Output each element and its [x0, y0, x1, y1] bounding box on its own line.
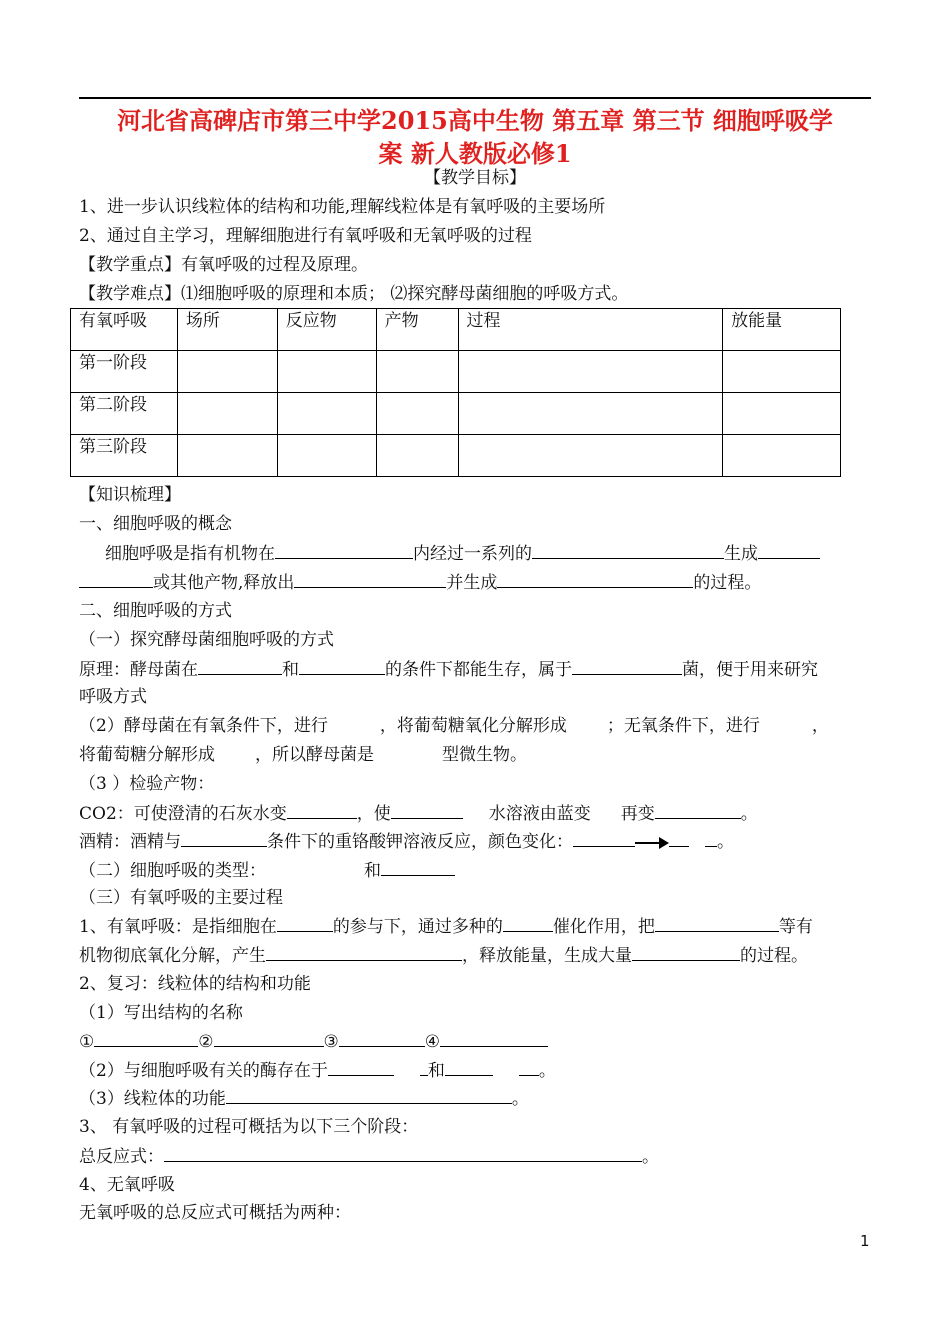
blank-fill[interactable]: [275, 541, 413, 559]
blank-cell[interactable]: [277, 435, 376, 477]
yeast-line-1: （2）酵母菌在有氧条件下，进行 ，将葡萄糖氧化分解形成 ；无氧条件下，进行 ，: [79, 716, 829, 736]
blank-cell[interactable]: [177, 351, 277, 393]
blank-fill[interactable]: [503, 914, 553, 932]
co2-line: CO2：可使澄清的石灰水变 ，使 水溶液由蓝变 再变 。: [79, 801, 758, 826]
review-3: （3）线粒体的功能 。: [79, 1086, 529, 1111]
blank-fill[interactable]: [299, 657, 385, 675]
blank-fill[interactable]: [705, 829, 717, 847]
blank-fill[interactable]: [181, 829, 267, 847]
blank-cell[interactable]: [376, 435, 458, 477]
blank-fill[interactable]: [655, 914, 779, 932]
blank-fill[interactable]: [572, 657, 682, 675]
table-header: 反应物: [277, 309, 376, 351]
aerobic-stage-table: [70, 308, 841, 477]
blank-fill[interactable]: [328, 1058, 394, 1076]
blank-fill[interactable]: [391, 801, 463, 819]
table-header: 过程: [458, 309, 723, 351]
row-label: 第一阶段: [71, 351, 178, 393]
table-header: 放能量: [723, 309, 841, 351]
blank-fill[interactable]: [758, 541, 820, 559]
table-row: [71, 393, 841, 435]
blank-fill[interactable]: [164, 1144, 642, 1162]
aerobic-def-line-1: 1、有氧呼吸：是指细胞在 的参与下，通过多种的 催化作用，把 等有: [79, 914, 813, 939]
key-point: 【教学重点】有氧呼吸的过程及原理。: [79, 255, 368, 275]
blank-fill[interactable]: [420, 1058, 428, 1076]
structure-names-line: ① ② ③ ④: [79, 1029, 548, 1054]
table-header: 场所: [177, 309, 277, 351]
goal-2: 2、通过自主学习，理解细胞进行有氧呼吸和无氧呼吸的过程: [79, 226, 532, 246]
principle-line: 原理：酵母菌在 和 的条件下都能生存，属于 菌，便于用来研究: [79, 657, 818, 682]
row-label: 第二阶段: [71, 393, 178, 435]
blank-fill[interactable]: [532, 541, 724, 559]
concept-line-2: 或其他产物,释放出 并生成 的过程。: [79, 570, 761, 595]
blank-cell[interactable]: [376, 351, 458, 393]
blank-fill[interactable]: [287, 801, 357, 819]
blank-cell[interactable]: [723, 351, 841, 393]
knowledge-heading: 【知识梳理】: [79, 485, 181, 505]
section-1-title: 一、细胞呼吸的概念: [79, 514, 232, 534]
goal-1: 1、进一步认识线粒体的结构和功能,理解线粒体是有氧呼吸的主要场所: [79, 197, 606, 217]
blank-cell[interactable]: [458, 393, 723, 435]
blank-fill[interactable]: [519, 1058, 539, 1076]
anaerobic-description: 无氧呼吸的总反应式可概括为两种：: [79, 1203, 351, 1223]
review-1: （1）写出结构的名称: [79, 1003, 243, 1023]
row-label: 第三阶段: [71, 435, 178, 477]
blank-fill[interactable]: [669, 829, 689, 847]
blank-fill[interactable]: [655, 801, 741, 819]
top-rule: [79, 97, 871, 99]
subsection-3: （三）有氧呼吸的主要过程: [79, 888, 283, 908]
goals-heading: 【教学目标】: [424, 168, 526, 188]
blank-fill[interactable]: [94, 1029, 198, 1047]
types-line: （二）细胞呼吸的类型： 和: [79, 858, 455, 883]
blank-fill[interactable]: [497, 570, 693, 588]
blank-fill[interactable]: [573, 829, 635, 847]
blank-fill[interactable]: [266, 943, 462, 961]
review-2: （2）与细胞呼吸有关的酶存在于 和 。: [79, 1058, 556, 1083]
page-number: 1: [860, 1232, 870, 1250]
blank-fill[interactable]: [339, 1029, 425, 1047]
table-row: [71, 435, 841, 477]
blank-fill[interactable]: [214, 1029, 324, 1047]
title-line-2: 案 新人教版必修1: [378, 139, 572, 168]
table-header: 产物: [376, 309, 458, 351]
blank-cell[interactable]: [458, 351, 723, 393]
blank-cell[interactable]: [277, 351, 376, 393]
test-products: （3 ）检验产物：: [79, 774, 215, 794]
aerobic-def-line-2: 机物彻底氧化分解，产生 ，释放能量，生成大量 的过程。: [79, 943, 808, 968]
blank-cell[interactable]: [458, 435, 723, 477]
table-row: [71, 351, 841, 393]
concept-line-1: 细胞呼吸是指有机物在 内经过一系列的 生成: [105, 541, 820, 566]
blank-fill[interactable]: [294, 570, 446, 588]
yeast-line-2: 将葡萄糖分解形成 ，所以酵母菌是 型微生物。: [79, 745, 527, 765]
blank-cell[interactable]: [177, 393, 277, 435]
blank-fill[interactable]: [226, 1086, 512, 1104]
blank-fill[interactable]: [79, 570, 153, 588]
blank-fill[interactable]: [445, 1058, 493, 1076]
blank-cell[interactable]: [376, 393, 458, 435]
blank-fill[interactable]: [277, 914, 333, 932]
three-stages: 3、 有氧呼吸的过程可概括为以下三个阶段：: [79, 1117, 419, 1137]
blank-cell[interactable]: [277, 393, 376, 435]
table-header-row: [71, 309, 841, 351]
principle-line-2: 呼吸方式: [79, 687, 147, 707]
section-2-title: 二、细胞呼吸的方式: [79, 601, 232, 621]
blank-cell[interactable]: [723, 435, 841, 477]
table-header: 有氧呼吸: [71, 309, 178, 351]
blank-fill[interactable]: [632, 943, 740, 961]
blank-fill[interactable]: [198, 657, 282, 675]
blank-fill[interactable]: [381, 858, 455, 876]
title-line-1: 河北省高碑店市第三中学2015高中生物 第五章 第三节 细胞呼吸学: [117, 106, 833, 135]
total-equation: 总反应式： 。: [79, 1144, 659, 1169]
blank-fill[interactable]: [440, 1029, 548, 1047]
document-title: [79, 104, 871, 170]
right-arrow-icon: [635, 836, 669, 850]
blank-cell[interactable]: [723, 393, 841, 435]
review-heading: 2、复习：线粒体的结构和功能: [79, 974, 311, 994]
blank-cell[interactable]: [177, 435, 277, 477]
alcohol-line: 酒精：酒精与 条件下的重铬酸钾溶液反应，颜色变化： 。: [79, 829, 734, 854]
difficult-point: 【教学难点】⑴细胞呼吸的原理和本质； ⑵探究酵母菌细胞的呼吸方式。: [79, 284, 629, 304]
subsection-1: （一）探究酵母菌细胞呼吸的方式: [79, 630, 334, 650]
anaerobic-heading: 4、无氧呼吸: [79, 1175, 175, 1195]
